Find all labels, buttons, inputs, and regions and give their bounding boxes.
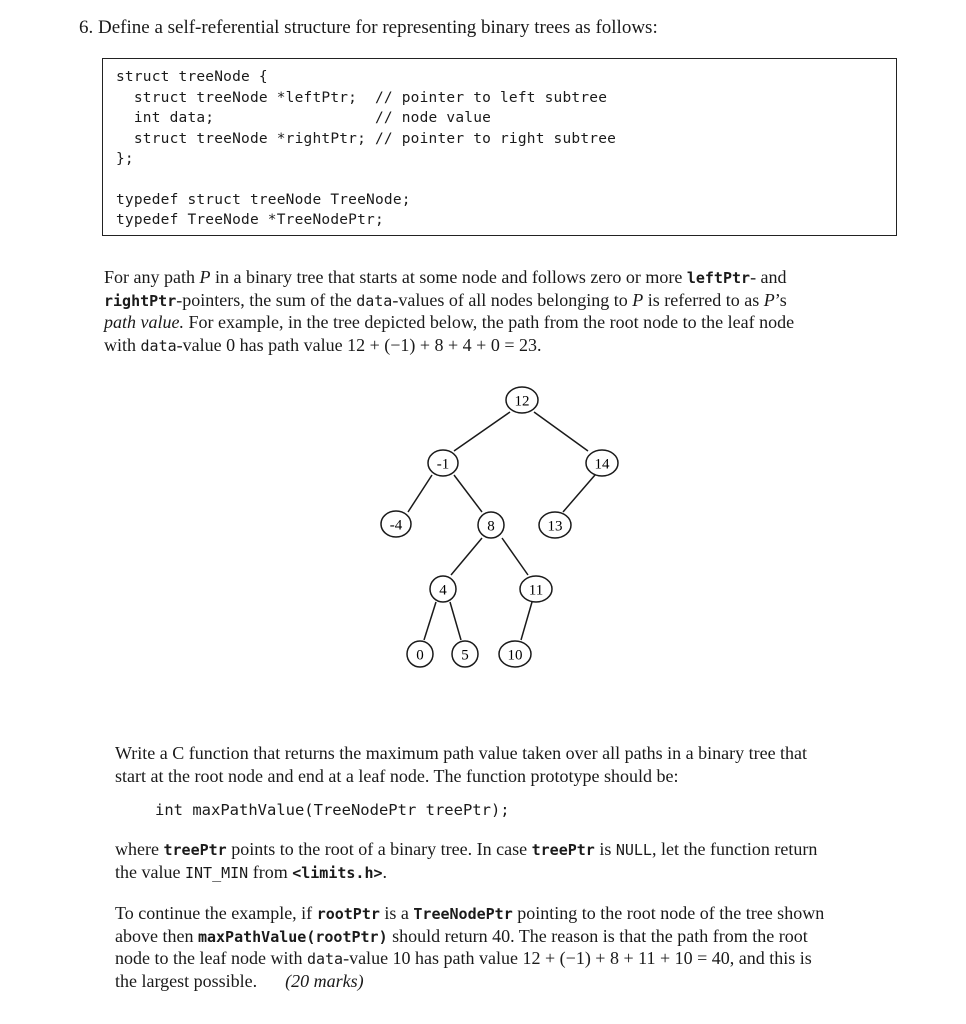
node-label: 11 bbox=[528, 582, 544, 599]
tree-edge bbox=[451, 538, 482, 575]
code-line: struct treeNode *leftPtr; // pointer to left subtree bbox=[116, 89, 608, 106]
node-label: 14 bbox=[594, 456, 610, 473]
tree-node bbox=[428, 450, 458, 476]
node-label: 10 bbox=[507, 647, 523, 664]
code-line: int data; // node value bbox=[116, 110, 492, 126]
marks-label: (20 marks) bbox=[285, 970, 364, 991]
tree-edge bbox=[454, 412, 510, 451]
tree-node bbox=[499, 641, 531, 667]
code-line: struct treeNode *rightPtr; // pointer to right subtree bbox=[116, 130, 617, 147]
tree-node bbox=[381, 511, 411, 537]
question-intro: Define a self-referential structure for representing binary trees as follows: bbox=[98, 17, 658, 38]
tree-edge bbox=[424, 602, 436, 640]
question-number: 6. bbox=[79, 17, 94, 38]
node-label: 12 bbox=[514, 393, 530, 410]
node-label: 4 bbox=[439, 582, 447, 599]
tree-node bbox=[506, 387, 538, 413]
tree-edge bbox=[563, 475, 595, 512]
node-label: -4 bbox=[389, 517, 403, 534]
code-line: typedef TreeNode *TreeNodePtr; bbox=[116, 212, 384, 228]
node-label: 8 bbox=[487, 518, 495, 535]
tree-node bbox=[430, 576, 456, 602]
tree-edge bbox=[408, 475, 432, 512]
tree-node bbox=[586, 450, 618, 476]
task-line: Write a C function that returns the maximum path value taken over all paths in a binary tree that bbox=[115, 743, 808, 763]
code-line: struct treeNode { bbox=[116, 69, 268, 85]
function-prototype: int maxPathValue(TreeNodePtr treePtr); bbox=[155, 801, 510, 819]
tree-node bbox=[539, 512, 571, 538]
tree-node bbox=[478, 512, 504, 538]
tree-node bbox=[520, 576, 552, 602]
tree-edge bbox=[502, 538, 528, 575]
tree-edge bbox=[521, 602, 532, 640]
node-label: 0 bbox=[416, 647, 424, 664]
tree-node bbox=[407, 641, 433, 667]
task-line: start at the root node and end at a leaf node. The function prototype should be: bbox=[115, 765, 679, 786]
node-label: 5 bbox=[461, 647, 469, 664]
tree-edge bbox=[454, 475, 482, 512]
tree-node bbox=[452, 641, 478, 667]
code-line: }; bbox=[116, 151, 134, 167]
tree-edge bbox=[534, 412, 588, 451]
code-line: typedef struct treeNode TreeNode; bbox=[116, 191, 411, 208]
node-label: -1 bbox=[436, 456, 450, 473]
node-label: 13 bbox=[547, 518, 563, 535]
tree-edge bbox=[450, 602, 461, 640]
